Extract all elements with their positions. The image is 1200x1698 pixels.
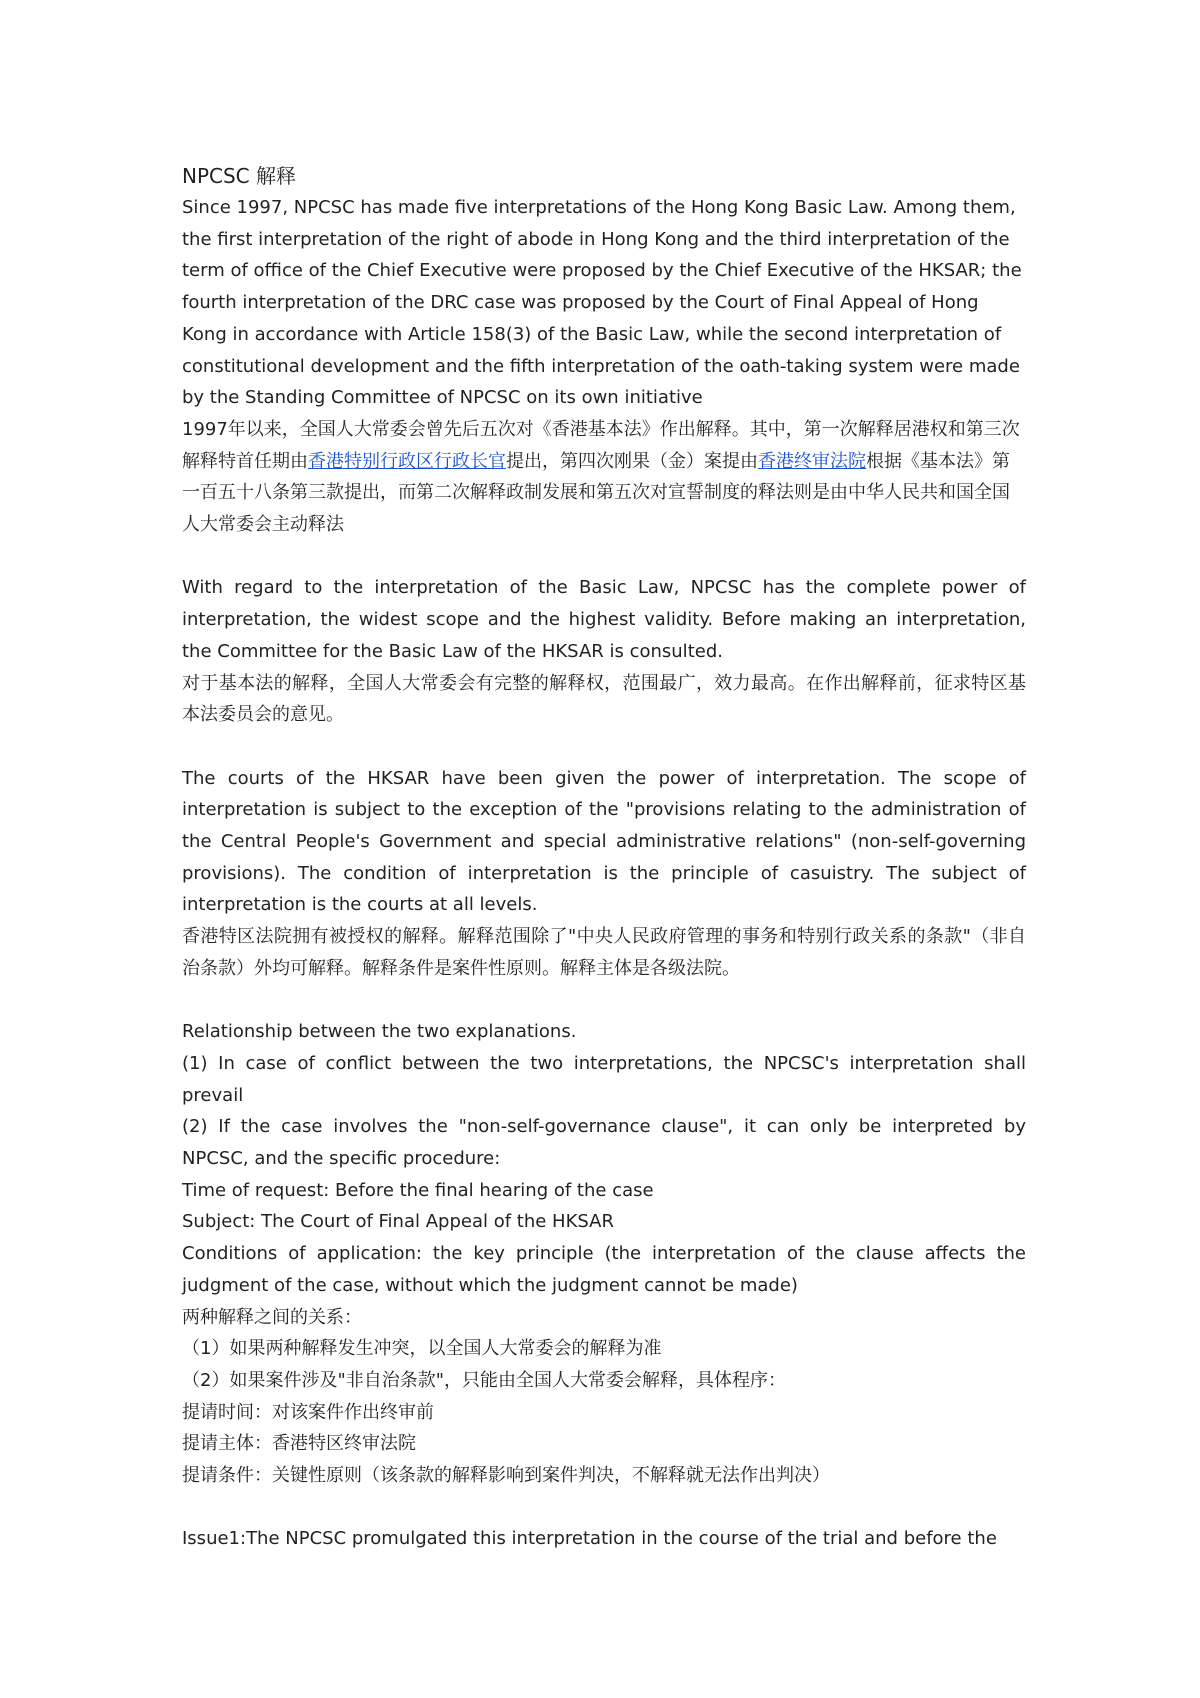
request-subject-chinese: 提请主体：香港特区终审法院: [182, 1433, 416, 1455]
relationship-item2-english: (2) If the case involves the "non-self-governance clause", it can only be interpreted by NPCSC, and the specific procedure:: [182, 1116, 1026, 1170]
relationship-heading-english: Relationship between the two explanations.: [182, 1021, 577, 1043]
document-title: NPCSC 解释: [182, 164, 297, 188]
courts-english-paragraph: The courts of the HKSAR have been given the power of interpretation. The scope of interpretation is subject to the exception of the "provisions relating to the administration of the Central People's Government and special administrative relations" (non-self-governing provisions). The condition of interpretation is the principle of casuistry. The subject of interpretation is the courts at all levels.: [182, 767, 1026, 916]
issue1-paragraph: Issue1:The NPCSC promulgated this interpretation in the course of the trial and before the: [182, 1528, 997, 1550]
relationship-item1-english: (1) In case of conflict between the two interpretations, the NPCSC's interpretation shall prevail: [182, 1052, 1026, 1106]
intro-chinese-text-3: 根据《基本法》第一百五十八条第三款提出，而第二次解释政制发展和第五次对宣誓制度的释法则是由中华人民共和国全国人大常委会主动释法: [182, 450, 1010, 536]
relationship-heading-chinese: 两种解释之间的关系：: [182, 1306, 362, 1328]
power-english-paragraph: With regard to the interpretation of the Basic Law, NPCSC has the complete power of interpretation, the widest scope and the highest validity. Before making an interpretation, the Committee for the Basic Law of the HKSAR is consulted.: [182, 577, 1026, 662]
paragraph-gap: [182, 541, 1026, 573]
document-page: [182, 160, 1026, 1555]
court-of-final-appeal-link[interactable]: 香港终审法院: [758, 450, 866, 472]
courts-chinese-paragraph: 香港特区法院拥有被授权的解释。解释范围除了"中央人民政府管理的事务和特别行政关系的条款"（非自治条款）外均可解释。解释条件是案件性原则。解释主体是各级法院。: [182, 926, 1026, 979]
paragraph-gap: [182, 985, 1026, 1017]
request-conditions-chinese: 提请条件：关键性原则（该条款的解释影响到案件判决，不解释就无法作出判决）: [182, 1465, 830, 1487]
request-time-english: Time of request: Before the final hearing of the case: [182, 1179, 654, 1201]
chief-executive-link[interactable]: 香港特别行政区行政长官: [308, 450, 506, 472]
paragraph-gap: [182, 731, 1026, 763]
intro-english-paragraph: Since 1997, NPCSC has made five interpretations of the Hong Kong Basic Law. Among them, the first interpretation of the right of abode in Hong Kong and the third interpretation of the term of office of the Chief Executive were proposed by the Chief Executive of the HKSAR; the fourth interpretation of the DRC case was proposed by the Court of Final Appeal of Hong Kong in accordance with Article 158(3) of the Basic Law, while the second interpretation of constitutional development and the fifth interpretation of the oath-taking system were made by the Standing Committee of NPCSC on its own initiative: [182, 197, 1022, 409]
request-conditions-english: Conditions of application: the key principle (the interpretation of the clause affects the judgment of the case, without which the judgment cannot be made): [182, 1243, 1026, 1296]
power-chinese-paragraph: 对于基本法的解释，全国人大常委会有完整的解释权，范围最广，效力最高。在作出解释前，征求特区基本法委员会的意见。: [182, 672, 1026, 726]
relationship-item2-chinese: （2）如果案件涉及"非自治条款"，只能由全国人大常委会解释，具体程序：: [182, 1369, 787, 1391]
relationship-item1-chinese: （1）如果两种解释发生冲突，以全国人大常委会的解释为准: [182, 1338, 662, 1360]
paragraph-gap: [182, 1492, 1026, 1524]
intro-chinese-text-2: 提出，第四次刚果（金）案提由: [506, 450, 758, 472]
request-subject-english: Subject: The Court of Final Appeal of the HKSAR: [182, 1211, 614, 1233]
intro-chinese-paragraph: [182, 414, 1026, 541]
request-time-chinese: 提请时间：对该案件作出终审前: [182, 1401, 434, 1423]
intro-chinese-text-1: 1997年以来，全国人大常委会曾先后五次对《香港基本法》作出解释。其中，第一次解释居港权和第三次解释特首任期由: [182, 418, 1020, 472]
